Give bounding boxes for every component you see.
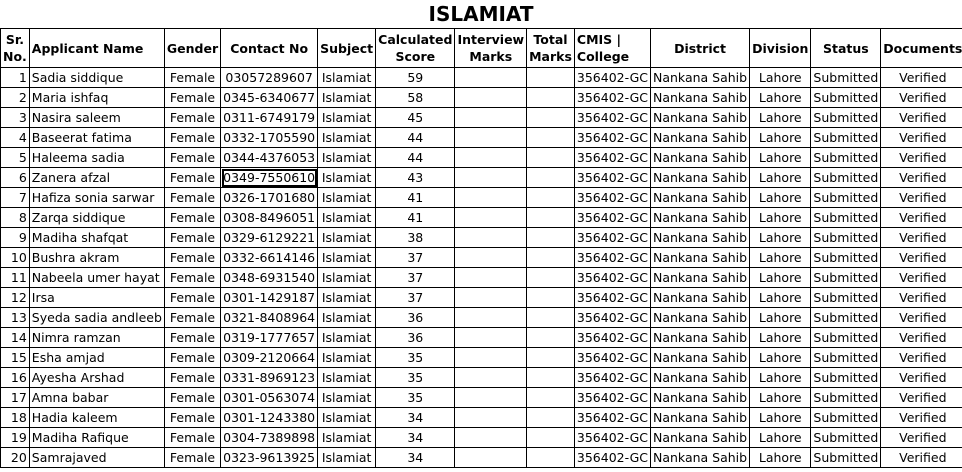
cell-documents[interactable]: Verified bbox=[881, 268, 962, 288]
cell-total-marks[interactable] bbox=[527, 308, 575, 328]
cell-gender[interactable]: Female bbox=[164, 88, 220, 108]
cell-cmis-college[interactable]: 356402-GC bbox=[574, 88, 650, 108]
cell-cmis-college[interactable]: 356402-GC bbox=[574, 68, 650, 88]
cell-cmis-college[interactable]: 356402-GC bbox=[574, 448, 650, 468]
cell-subject[interactable]: Islamiat bbox=[318, 88, 376, 108]
cell-interview-marks[interactable] bbox=[455, 68, 527, 88]
cell-cmis-college[interactable]: 356402-GC bbox=[574, 268, 650, 288]
cell-applicant-name[interactable]: Sadia siddique bbox=[29, 68, 164, 88]
cell-cmis-college[interactable]: 356402-GC bbox=[574, 368, 650, 388]
cell-contact[interactable]: 0304-7389898 bbox=[221, 428, 318, 448]
cell-subject[interactable]: Islamiat bbox=[318, 368, 376, 388]
cell-cmis-college[interactable]: 356402-GC bbox=[574, 208, 650, 228]
cell-documents[interactable]: Verified bbox=[881, 188, 962, 208]
cell-total-marks[interactable] bbox=[527, 208, 575, 228]
cell-contact[interactable]: 0332-1705590 bbox=[221, 128, 318, 148]
cell-cmis-college[interactable]: 356402-GC bbox=[574, 108, 650, 128]
cell-subject[interactable]: Islamiat bbox=[318, 108, 376, 128]
cell-division[interactable]: Lahore bbox=[750, 148, 811, 168]
cell-documents[interactable]: Verified bbox=[881, 128, 962, 148]
cell-division[interactable]: Lahore bbox=[750, 288, 811, 308]
cell-status[interactable]: Submitted bbox=[811, 168, 881, 188]
cell-division[interactable]: Lahore bbox=[750, 268, 811, 288]
cell-sr[interactable]: 16 bbox=[1, 368, 30, 388]
cell-division[interactable]: Lahore bbox=[750, 408, 811, 428]
cell-gender[interactable]: Female bbox=[164, 388, 220, 408]
cell-district[interactable]: Nankana Sahib bbox=[651, 408, 750, 428]
cell-calculated-score[interactable]: 41 bbox=[376, 188, 455, 208]
cell-contact[interactable]: 0319-1777657 bbox=[221, 328, 318, 348]
cell-gender[interactable]: Female bbox=[164, 248, 220, 268]
cell-status[interactable]: Submitted bbox=[811, 208, 881, 228]
cell-status[interactable]: Submitted bbox=[811, 68, 881, 88]
cell-total-marks[interactable] bbox=[527, 148, 575, 168]
header-total-marks[interactable]: Total Marks bbox=[527, 29, 575, 68]
cell-documents[interactable]: Verified bbox=[881, 168, 962, 188]
cell-subject[interactable]: Islamiat bbox=[318, 328, 376, 348]
cell-total-marks[interactable] bbox=[527, 108, 575, 128]
header-applicant-name[interactable]: Applicant Name bbox=[29, 29, 164, 68]
cell-total-marks[interactable] bbox=[527, 128, 575, 148]
cell-gender[interactable]: Female bbox=[164, 68, 220, 88]
cell-district[interactable]: Nankana Sahib bbox=[651, 268, 750, 288]
cell-applicant-name[interactable]: Haleema sadia bbox=[29, 148, 164, 168]
cell-contact[interactable]: 0348-6931540 bbox=[221, 268, 318, 288]
header-subject[interactable]: Subject bbox=[318, 29, 376, 68]
cell-sr[interactable]: 6 bbox=[1, 168, 30, 188]
cell-subject[interactable]: Islamiat bbox=[318, 268, 376, 288]
cell-subject[interactable]: Islamiat bbox=[318, 388, 376, 408]
header-interview-marks[interactable]: Interview Marks bbox=[455, 29, 527, 68]
cell-sr[interactable]: 3 bbox=[1, 108, 30, 128]
cell-status[interactable]: Submitted bbox=[811, 228, 881, 248]
cell-contact[interactable]: 0301-1429187 bbox=[221, 288, 318, 308]
cell-applicant-name[interactable]: Amna babar bbox=[29, 388, 164, 408]
cell-documents[interactable]: Verified bbox=[881, 428, 962, 448]
cell-applicant-name[interactable]: Syeda sadia andleeb bbox=[29, 308, 164, 328]
cell-gender[interactable]: Female bbox=[164, 108, 220, 128]
cell-calculated-score[interactable]: 59 bbox=[376, 68, 455, 88]
cell-documents[interactable]: Verified bbox=[881, 228, 962, 248]
table-row bbox=[1, 368, 962, 388]
cell-documents[interactable]: Verified bbox=[881, 368, 962, 388]
cell-status[interactable]: Submitted bbox=[811, 348, 881, 368]
cell-division[interactable]: Lahore bbox=[750, 428, 811, 448]
cell-documents[interactable]: Verified bbox=[881, 108, 962, 128]
cell-sr[interactable]: 5 bbox=[1, 148, 30, 168]
cell-division[interactable]: Lahore bbox=[750, 128, 811, 148]
cell-cmis-college[interactable]: 356402-GC bbox=[574, 348, 650, 368]
cell-calculated-score[interactable]: 58 bbox=[376, 88, 455, 108]
cell-total-marks[interactable] bbox=[527, 268, 575, 288]
cell-status[interactable]: Submitted bbox=[811, 88, 881, 108]
cell-sr[interactable]: 19 bbox=[1, 428, 30, 448]
cell-applicant-name[interactable]: Irsa bbox=[29, 288, 164, 308]
cell-cmis-college[interactable]: 356402-GC bbox=[574, 328, 650, 348]
cell-gender[interactable]: Female bbox=[164, 308, 220, 328]
cell-cmis-college[interactable]: 356402-GC bbox=[574, 128, 650, 148]
cell-sr[interactable]: 7 bbox=[1, 188, 30, 208]
cell-calculated-score[interactable]: 37 bbox=[376, 248, 455, 268]
cell-contact[interactable]: 0344-4376053 bbox=[221, 148, 318, 168]
cell-applicant-name[interactable]: Esha amjad bbox=[29, 348, 164, 368]
cell-subject[interactable]: Islamiat bbox=[318, 128, 376, 148]
cell-total-marks[interactable] bbox=[527, 288, 575, 308]
cell-calculated-score[interactable]: 45 bbox=[376, 108, 455, 128]
cell-calculated-score[interactable]: 36 bbox=[376, 308, 455, 328]
cell-documents[interactable]: Verified bbox=[881, 88, 962, 108]
cell-interview-marks[interactable] bbox=[455, 228, 527, 248]
header-district[interactable]: District bbox=[651, 29, 750, 68]
cell-applicant-name[interactable]: Ayesha Arshad bbox=[29, 368, 164, 388]
cell-sr[interactable]: 9 bbox=[1, 228, 30, 248]
cell-sr[interactable]: 10 bbox=[1, 248, 30, 268]
cell-subject[interactable]: Islamiat bbox=[318, 208, 376, 228]
cell-calculated-score[interactable]: 34 bbox=[376, 428, 455, 448]
cell-applicant-name[interactable]: Zarqa siddique bbox=[29, 208, 164, 228]
table-row bbox=[1, 308, 962, 328]
cell-contact[interactable]: 0331-8969123 bbox=[221, 368, 318, 388]
cell-contact[interactable]: 0329-6129221 bbox=[221, 228, 318, 248]
table-row bbox=[1, 108, 962, 128]
cell-applicant-name[interactable]: Baseerat fatima bbox=[29, 128, 164, 148]
cell-contact[interactable]: 0326-1701680 bbox=[221, 188, 318, 208]
table-row bbox=[1, 68, 962, 88]
cell-documents[interactable]: Verified bbox=[881, 328, 962, 348]
table-row bbox=[1, 388, 962, 408]
cell-total-marks[interactable] bbox=[527, 428, 575, 448]
cell-district[interactable]: Nankana Sahib bbox=[651, 308, 750, 328]
cell-cmis-college[interactable]: 356402-GC bbox=[574, 408, 650, 428]
cell-subject[interactable]: Islamiat bbox=[318, 288, 376, 308]
cell-interview-marks[interactable] bbox=[455, 428, 527, 448]
table-row bbox=[1, 208, 962, 228]
cell-applicant-name[interactable]: Nabeela umer hayat bbox=[29, 268, 164, 288]
cell-interview-marks[interactable] bbox=[455, 308, 527, 328]
cell-total-marks[interactable] bbox=[527, 408, 575, 428]
cell-documents[interactable]: Verified bbox=[881, 208, 962, 228]
cell-division[interactable]: Lahore bbox=[750, 328, 811, 348]
cell-status[interactable]: Submitted bbox=[811, 428, 881, 448]
cell-gender[interactable]: Female bbox=[164, 148, 220, 168]
cell-sr[interactable]: 2 bbox=[1, 88, 30, 108]
cell-sr[interactable]: 1 bbox=[1, 68, 30, 88]
header-division[interactable]: Division bbox=[750, 29, 811, 68]
cell-documents[interactable]: Verified bbox=[881, 388, 962, 408]
cell-subject[interactable]: Islamiat bbox=[318, 428, 376, 448]
cell-subject[interactable]: Islamiat bbox=[318, 68, 376, 88]
cell-applicant-name[interactable]: Hadia kaleem bbox=[29, 408, 164, 428]
cell-district[interactable]: Nankana Sahib bbox=[651, 348, 750, 368]
header-sr[interactable]: Sr. No. bbox=[1, 29, 30, 68]
header-calculated-score[interactable]: Calculated Score bbox=[376, 29, 455, 68]
cell-calculated-score[interactable]: 35 bbox=[376, 348, 455, 368]
cell-applicant-name[interactable]: Maria ishfaq bbox=[29, 88, 164, 108]
cell-calculated-score[interactable]: 38 bbox=[376, 228, 455, 248]
cell-applicant-name[interactable]: Samrajaved bbox=[29, 448, 164, 468]
cell-total-marks[interactable] bbox=[527, 188, 575, 208]
cell-calculated-score[interactable]: 36 bbox=[376, 328, 455, 348]
cell-cmis-college[interactable]: 356402-GC bbox=[574, 188, 650, 208]
cell-status[interactable]: Submitted bbox=[811, 328, 881, 348]
table-row bbox=[1, 268, 962, 288]
cell-status[interactable]: Submitted bbox=[811, 268, 881, 288]
header-status[interactable]: Status bbox=[811, 29, 881, 68]
cell-district[interactable]: Nankana Sahib bbox=[651, 448, 750, 468]
cell-gender[interactable]: Female bbox=[164, 268, 220, 288]
cell-contact[interactable]: 0323-9613925 bbox=[221, 448, 318, 468]
cell-applicant-name[interactable]: Nimra ramzan bbox=[29, 328, 164, 348]
cell-status[interactable]: Submitted bbox=[811, 448, 881, 468]
table-row bbox=[1, 88, 962, 108]
table-row bbox=[1, 128, 962, 148]
cell-subject[interactable]: Islamiat bbox=[318, 188, 376, 208]
cell-status[interactable]: Submitted bbox=[811, 408, 881, 428]
table-row bbox=[1, 248, 962, 268]
cell-district[interactable]: Nankana Sahib bbox=[651, 428, 750, 448]
cell-sr[interactable]: 20 bbox=[1, 448, 30, 468]
cell-calculated-score[interactable]: 44 bbox=[376, 148, 455, 168]
cell-total-marks[interactable] bbox=[527, 228, 575, 248]
cell-sr[interactable]: 11 bbox=[1, 268, 30, 288]
cell-district[interactable]: Nankana Sahib bbox=[651, 368, 750, 388]
cell-gender[interactable]: Female bbox=[164, 288, 220, 308]
cell-status[interactable]: Submitted bbox=[811, 188, 881, 208]
cell-gender[interactable]: Female bbox=[164, 428, 220, 448]
cell-calculated-score[interactable]: 37 bbox=[376, 268, 455, 288]
cell-status[interactable]: Submitted bbox=[811, 148, 881, 168]
cell-interview-marks[interactable] bbox=[455, 448, 527, 468]
cell-applicant-name[interactable]: Bushra akram bbox=[29, 248, 164, 268]
cell-district[interactable]: Nankana Sahib bbox=[651, 128, 750, 148]
cell-contact[interactable]: 0301-0563074 bbox=[221, 388, 318, 408]
cell-sr[interactable]: 12 bbox=[1, 288, 30, 308]
cell-division[interactable]: Lahore bbox=[750, 68, 811, 88]
cell-calculated-score[interactable]: 44 bbox=[376, 128, 455, 148]
cell-documents[interactable]: Verified bbox=[881, 248, 962, 268]
cell-district[interactable]: Nankana Sahib bbox=[651, 68, 750, 88]
cell-cmis-college[interactable]: 356402-GC bbox=[574, 428, 650, 448]
cell-division[interactable]: Lahore bbox=[750, 108, 811, 128]
cell-contact[interactable]: 0308-8496051 bbox=[221, 208, 318, 228]
cell-district[interactable]: Nankana Sahib bbox=[651, 328, 750, 348]
cell-total-marks[interactable] bbox=[527, 248, 575, 268]
cell-subject[interactable]: Islamiat bbox=[318, 248, 376, 268]
cell-division[interactable]: Lahore bbox=[750, 88, 811, 108]
cell-subject[interactable]: Islamiat bbox=[318, 228, 376, 248]
table-row bbox=[1, 228, 962, 248]
cell-interview-marks[interactable] bbox=[455, 208, 527, 228]
cell-gender[interactable]: Female bbox=[164, 448, 220, 468]
cell-sr[interactable]: 4 bbox=[1, 128, 30, 148]
cell-interview-marks[interactable] bbox=[455, 168, 527, 188]
cell-cmis-college[interactable]: 356402-GC bbox=[574, 308, 650, 328]
cell-district[interactable]: Nankana Sahib bbox=[651, 288, 750, 308]
cell-contact[interactable]: 0332-6614146 bbox=[221, 248, 318, 268]
table-row bbox=[1, 148, 962, 168]
cell-status[interactable]: Submitted bbox=[811, 388, 881, 408]
cell-contact[interactable]: 03057289607 bbox=[221, 68, 318, 88]
header-row bbox=[1, 29, 962, 68]
cell-applicant-name[interactable]: Nasira saleem bbox=[29, 108, 164, 128]
table-row bbox=[1, 288, 962, 308]
cell-division[interactable]: Lahore bbox=[750, 248, 811, 268]
cell-status[interactable]: Submitted bbox=[811, 248, 881, 268]
cell-district[interactable]: Nankana Sahib bbox=[651, 208, 750, 228]
table-row bbox=[1, 348, 962, 368]
cell-documents[interactable]: Verified bbox=[881, 408, 962, 428]
cell-subject[interactable]: Islamiat bbox=[318, 168, 376, 188]
cell-district[interactable]: Nankana Sahib bbox=[651, 388, 750, 408]
cell-total-marks[interactable] bbox=[527, 168, 575, 188]
cell-sr[interactable]: 18 bbox=[1, 408, 30, 428]
cell-district[interactable]: Nankana Sahib bbox=[651, 108, 750, 128]
cell-contact[interactable]: 0311-6749179 bbox=[221, 108, 318, 128]
cell-contact[interactable]: 0321-8408964 bbox=[221, 308, 318, 328]
cell-sr[interactable]: 15 bbox=[1, 348, 30, 368]
cell-gender[interactable]: Female bbox=[164, 228, 220, 248]
cell-calculated-score[interactable]: 34 bbox=[376, 448, 455, 468]
cell-calculated-score[interactable]: 35 bbox=[376, 388, 455, 408]
cell-subject[interactable]: Islamiat bbox=[318, 308, 376, 328]
cell-subject[interactable]: Islamiat bbox=[318, 148, 376, 168]
cell-interview-marks[interactable] bbox=[455, 148, 527, 168]
cell-calculated-score[interactable]: 43 bbox=[376, 168, 455, 188]
cell-documents[interactable]: Verified bbox=[881, 148, 962, 168]
cell-interview-marks[interactable] bbox=[455, 388, 527, 408]
cell-cmis-college[interactable]: 356402-GC bbox=[574, 248, 650, 268]
cell-sr[interactable]: 13 bbox=[1, 308, 30, 328]
cell-total-marks[interactable] bbox=[527, 368, 575, 388]
cell-interview-marks[interactable] bbox=[455, 108, 527, 128]
table-row bbox=[1, 448, 962, 468]
cell-interview-marks[interactable] bbox=[455, 348, 527, 368]
table-row bbox=[1, 408, 962, 428]
cell-status[interactable]: Submitted bbox=[811, 108, 881, 128]
cell-total-marks[interactable] bbox=[527, 388, 575, 408]
cell-total-marks[interactable] bbox=[527, 448, 575, 468]
table-row bbox=[1, 168, 962, 188]
cell-contact[interactable]: 0345-6340677 bbox=[221, 88, 318, 108]
cell-interview-marks[interactable] bbox=[455, 88, 527, 108]
table-row bbox=[1, 188, 962, 208]
header-gender[interactable]: Gender bbox=[164, 29, 220, 68]
cell-total-marks[interactable] bbox=[527, 348, 575, 368]
cell-documents[interactable]: Verified bbox=[881, 288, 962, 308]
cell-gender[interactable]: Female bbox=[164, 328, 220, 348]
cell-interview-marks[interactable] bbox=[455, 408, 527, 428]
cell-calculated-score[interactable]: 35 bbox=[376, 368, 455, 388]
header-contact[interactable]: Contact No bbox=[221, 29, 318, 68]
cell-gender[interactable]: Female bbox=[164, 188, 220, 208]
cell-calculated-score[interactable]: 34 bbox=[376, 408, 455, 428]
cell-district[interactable]: Nankana Sahib bbox=[651, 188, 750, 208]
table-body bbox=[1, 68, 962, 468]
cell-division[interactable]: Lahore bbox=[750, 228, 811, 248]
cell-documents[interactable]: Verified bbox=[881, 348, 962, 368]
cell-division[interactable]: Lahore bbox=[750, 368, 811, 388]
cell-gender[interactable]: Female bbox=[164, 168, 220, 188]
cell-interview-marks[interactable] bbox=[455, 288, 527, 308]
cell-district[interactable]: Nankana Sahib bbox=[651, 248, 750, 268]
cell-cmis-college[interactable]: 356402-GC bbox=[574, 228, 650, 248]
cell-interview-marks[interactable] bbox=[455, 328, 527, 348]
cell-sr[interactable]: 17 bbox=[1, 388, 30, 408]
cell-cmis-college[interactable]: 356402-GC bbox=[574, 168, 650, 188]
cell-documents[interactable]: Verified bbox=[881, 448, 962, 468]
cell-applicant-name[interactable]: Madiha Rafique bbox=[29, 428, 164, 448]
cell-interview-marks[interactable] bbox=[455, 188, 527, 208]
cell-gender[interactable]: Female bbox=[164, 368, 220, 388]
table-row bbox=[1, 428, 962, 448]
cell-status[interactable]: Submitted bbox=[811, 288, 881, 308]
cell-documents[interactable]: Verified bbox=[881, 308, 962, 328]
cell-division[interactable]: Lahore bbox=[750, 348, 811, 368]
cell-total-marks[interactable] bbox=[527, 68, 575, 88]
cell-cmis-college[interactable]: 356402-GC bbox=[574, 388, 650, 408]
cell-contact[interactable]: 0349-7550610 bbox=[221, 168, 318, 188]
cell-division[interactable]: Lahore bbox=[750, 448, 811, 468]
cell-division[interactable]: Lahore bbox=[750, 208, 811, 228]
cell-sr[interactable]: 14 bbox=[1, 328, 30, 348]
cell-subject[interactable]: Islamiat bbox=[318, 448, 376, 468]
cell-status[interactable]: Submitted bbox=[811, 368, 881, 388]
cell-applicant-name[interactable]: Zanera afzal bbox=[29, 168, 164, 188]
cell-interview-marks[interactable] bbox=[455, 268, 527, 288]
cell-district[interactable]: Nankana Sahib bbox=[651, 88, 750, 108]
cell-district[interactable]: Nankana Sahib bbox=[651, 228, 750, 248]
cell-calculated-score[interactable]: 37 bbox=[376, 288, 455, 308]
cell-applicant-name[interactable]: Madiha shafqat bbox=[29, 228, 164, 248]
cell-calculated-score[interactable]: 41 bbox=[376, 208, 455, 228]
cell-status[interactable]: Submitted bbox=[811, 128, 881, 148]
header-cmis-college[interactable]: CMIS | College bbox=[574, 29, 650, 68]
applicant-table bbox=[0, 28, 962, 468]
cell-gender[interactable]: Female bbox=[164, 128, 220, 148]
cell-status[interactable]: Submitted bbox=[811, 308, 881, 328]
cell-documents[interactable]: Verified bbox=[881, 68, 962, 88]
cell-division[interactable]: Lahore bbox=[750, 308, 811, 328]
cell-interview-marks[interactable] bbox=[455, 368, 527, 388]
cell-interview-marks[interactable] bbox=[455, 128, 527, 148]
cell-interview-marks[interactable] bbox=[455, 248, 527, 268]
cell-gender[interactable]: Female bbox=[164, 208, 220, 228]
cell-contact[interactable]: 0301-1243380 bbox=[221, 408, 318, 428]
cell-cmis-college[interactable]: 356402-GC bbox=[574, 288, 650, 308]
sheet-title: ISLAMIAT bbox=[428, 2, 534, 26]
cell-division[interactable]: Lahore bbox=[750, 388, 811, 408]
cell-contact[interactable]: 0309-2120664 bbox=[221, 348, 318, 368]
table-row bbox=[1, 328, 962, 348]
cell-total-marks[interactable] bbox=[527, 328, 575, 348]
cell-cmis-college[interactable]: 356402-GC bbox=[574, 148, 650, 168]
cell-total-marks[interactable] bbox=[527, 88, 575, 108]
cell-gender[interactable]: Female bbox=[164, 408, 220, 428]
cell-gender[interactable]: Female bbox=[164, 348, 220, 368]
cell-subject[interactable]: Islamiat bbox=[318, 408, 376, 428]
cell-division[interactable]: Lahore bbox=[750, 188, 811, 208]
cell-sr[interactable]: 8 bbox=[1, 208, 30, 228]
cell-district[interactable]: Nankana Sahib bbox=[651, 168, 750, 188]
cell-division[interactable]: Lahore bbox=[750, 168, 811, 188]
cell-applicant-name[interactable]: Hafiza sonia sarwar bbox=[29, 188, 164, 208]
cell-district[interactable]: Nankana Sahib bbox=[651, 148, 750, 168]
header-documents[interactable]: Documents bbox=[881, 29, 962, 68]
cell-subject[interactable]: Islamiat bbox=[318, 348, 376, 368]
